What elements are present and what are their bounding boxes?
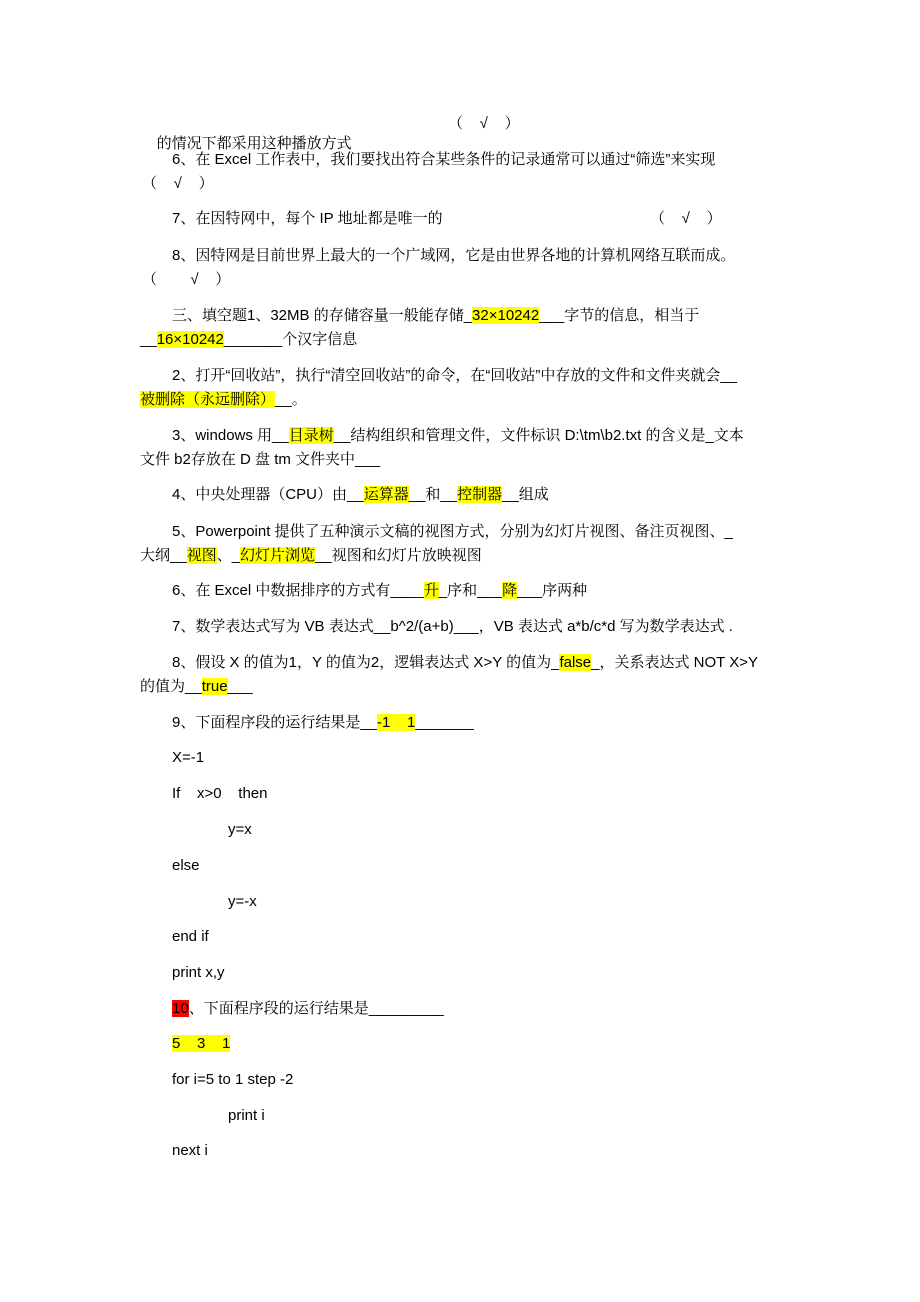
fill-line-2b: 被删除（永远删除）__。 [140,391,307,408]
fill-line-1a: 三、填空题1、32MB 的存储容量一般能存储_32×10242___字节的信息，相当于 [172,307,700,324]
tf-line-6: 6、在 Excel 工作表中，我们要找出符合某些条件的记录通常可以通过“筛选”来实现 [172,151,716,168]
code-line: y=x [228,821,252,838]
answer-highlight: true [201,678,228,695]
answer-highlight: 降 [502,582,518,599]
code-line: for i=5 to 1 step -2 [172,1071,294,1088]
tf-line-8: 8、因特网是目前世界上最大的一个广域网，它是由世界各地的计算机网络互联而成。 [172,247,736,264]
fill-line-8b: 的值为__true___ [140,678,253,695]
fill-line-7: 7、数学表达式写为 VB 表达式__b^2/(a+b)___，VB 表达式 a*b/c*d 写为数学表达式 . [172,618,733,635]
fill-line-1b: __16×10242_______个汉字信息 [140,331,358,348]
tf-answer-5: （ √ ） [448,115,520,132]
answer-highlight: 5 3 1 [172,1035,231,1052]
fill-line-2a: 2、打开“回收站”，执行“清空回收站”的命令，在“回收站”中存放的文件和文件夹就会__ [172,367,738,384]
answer-highlight: 目录树 [288,427,334,444]
tf-answer-6: （ √ ） [142,175,214,192]
code-line: X=-1 [172,749,205,766]
code-line: y=-x [228,893,257,910]
answer-highlight: 控制器 [457,486,503,503]
fill-line-5a: 5、Powerpoint 提供了五种演示文稿的视图方式，分别为幻灯片视图、备注页视图、_ [172,523,733,540]
fill-line-6: 6、在 Excel 中数据排序的方式有____升_序和___降___序两种 [172,582,588,599]
answer-highlight: 运算器 [363,486,409,503]
answer-highlight: 32×10242 [472,307,540,324]
tf-answer-8: （ √ ） [142,271,231,288]
answer-highlight: 被删除（永远删除） [140,391,276,408]
code-line: If x>0 then [172,785,268,802]
code-line: print i [228,1107,265,1124]
fill-line-8a: 8、假设 X 的值为1，Y 的值为2，逻辑表达式 X>Y 的值为_false_，关系表达式 NOT X>Y [172,654,758,671]
fill-line-5b: 大纲__视图、_幻灯片浏览__视图和幻灯片放映视图 [140,547,482,564]
tf-line-5-cont: 的情况下都采用这种播放方式 [156,135,352,152]
code-line: end if [172,928,209,945]
code-line: print x,y [172,964,225,981]
code-line: next i [172,1142,208,1159]
fill-line-3a: 3、windows 用__目录树__结构组织和管理文件，文件标识 D:\tm\b2.txt 的含义是_文本 [172,427,744,444]
tf-answer-7: （ √ ） [650,210,722,227]
answer-highlight: 视图 [186,547,217,564]
answer-highlight: 幻灯片浏览 [240,547,316,564]
fill-line-3b: 文件 b2存放在 D 盘 tm 文件夹中___ [140,451,381,468]
answer-highlight: 升 [423,582,439,599]
answer-highlight: false [559,654,592,671]
fill-line-4: 4、中央处理器（CPU）由__运算器__和__控制器__组成 [172,486,549,503]
answer-highlight: 16×10242 [156,331,224,348]
fill-line-10-answer [172,1034,230,1054]
number-highlight-red: 10 [172,1000,189,1017]
tf-line-7: 7、在因特网中，每个 IP 地址都是唯一的 [172,210,443,227]
answer-highlight: -1 1 [377,714,416,731]
fill-line-9: 9、下面程序段的运行结果是__-1 1_______ [172,714,474,731]
code-line: else [172,857,200,874]
fill-line-10: 10、下面程序段的运行结果是_________ [172,1000,444,1017]
